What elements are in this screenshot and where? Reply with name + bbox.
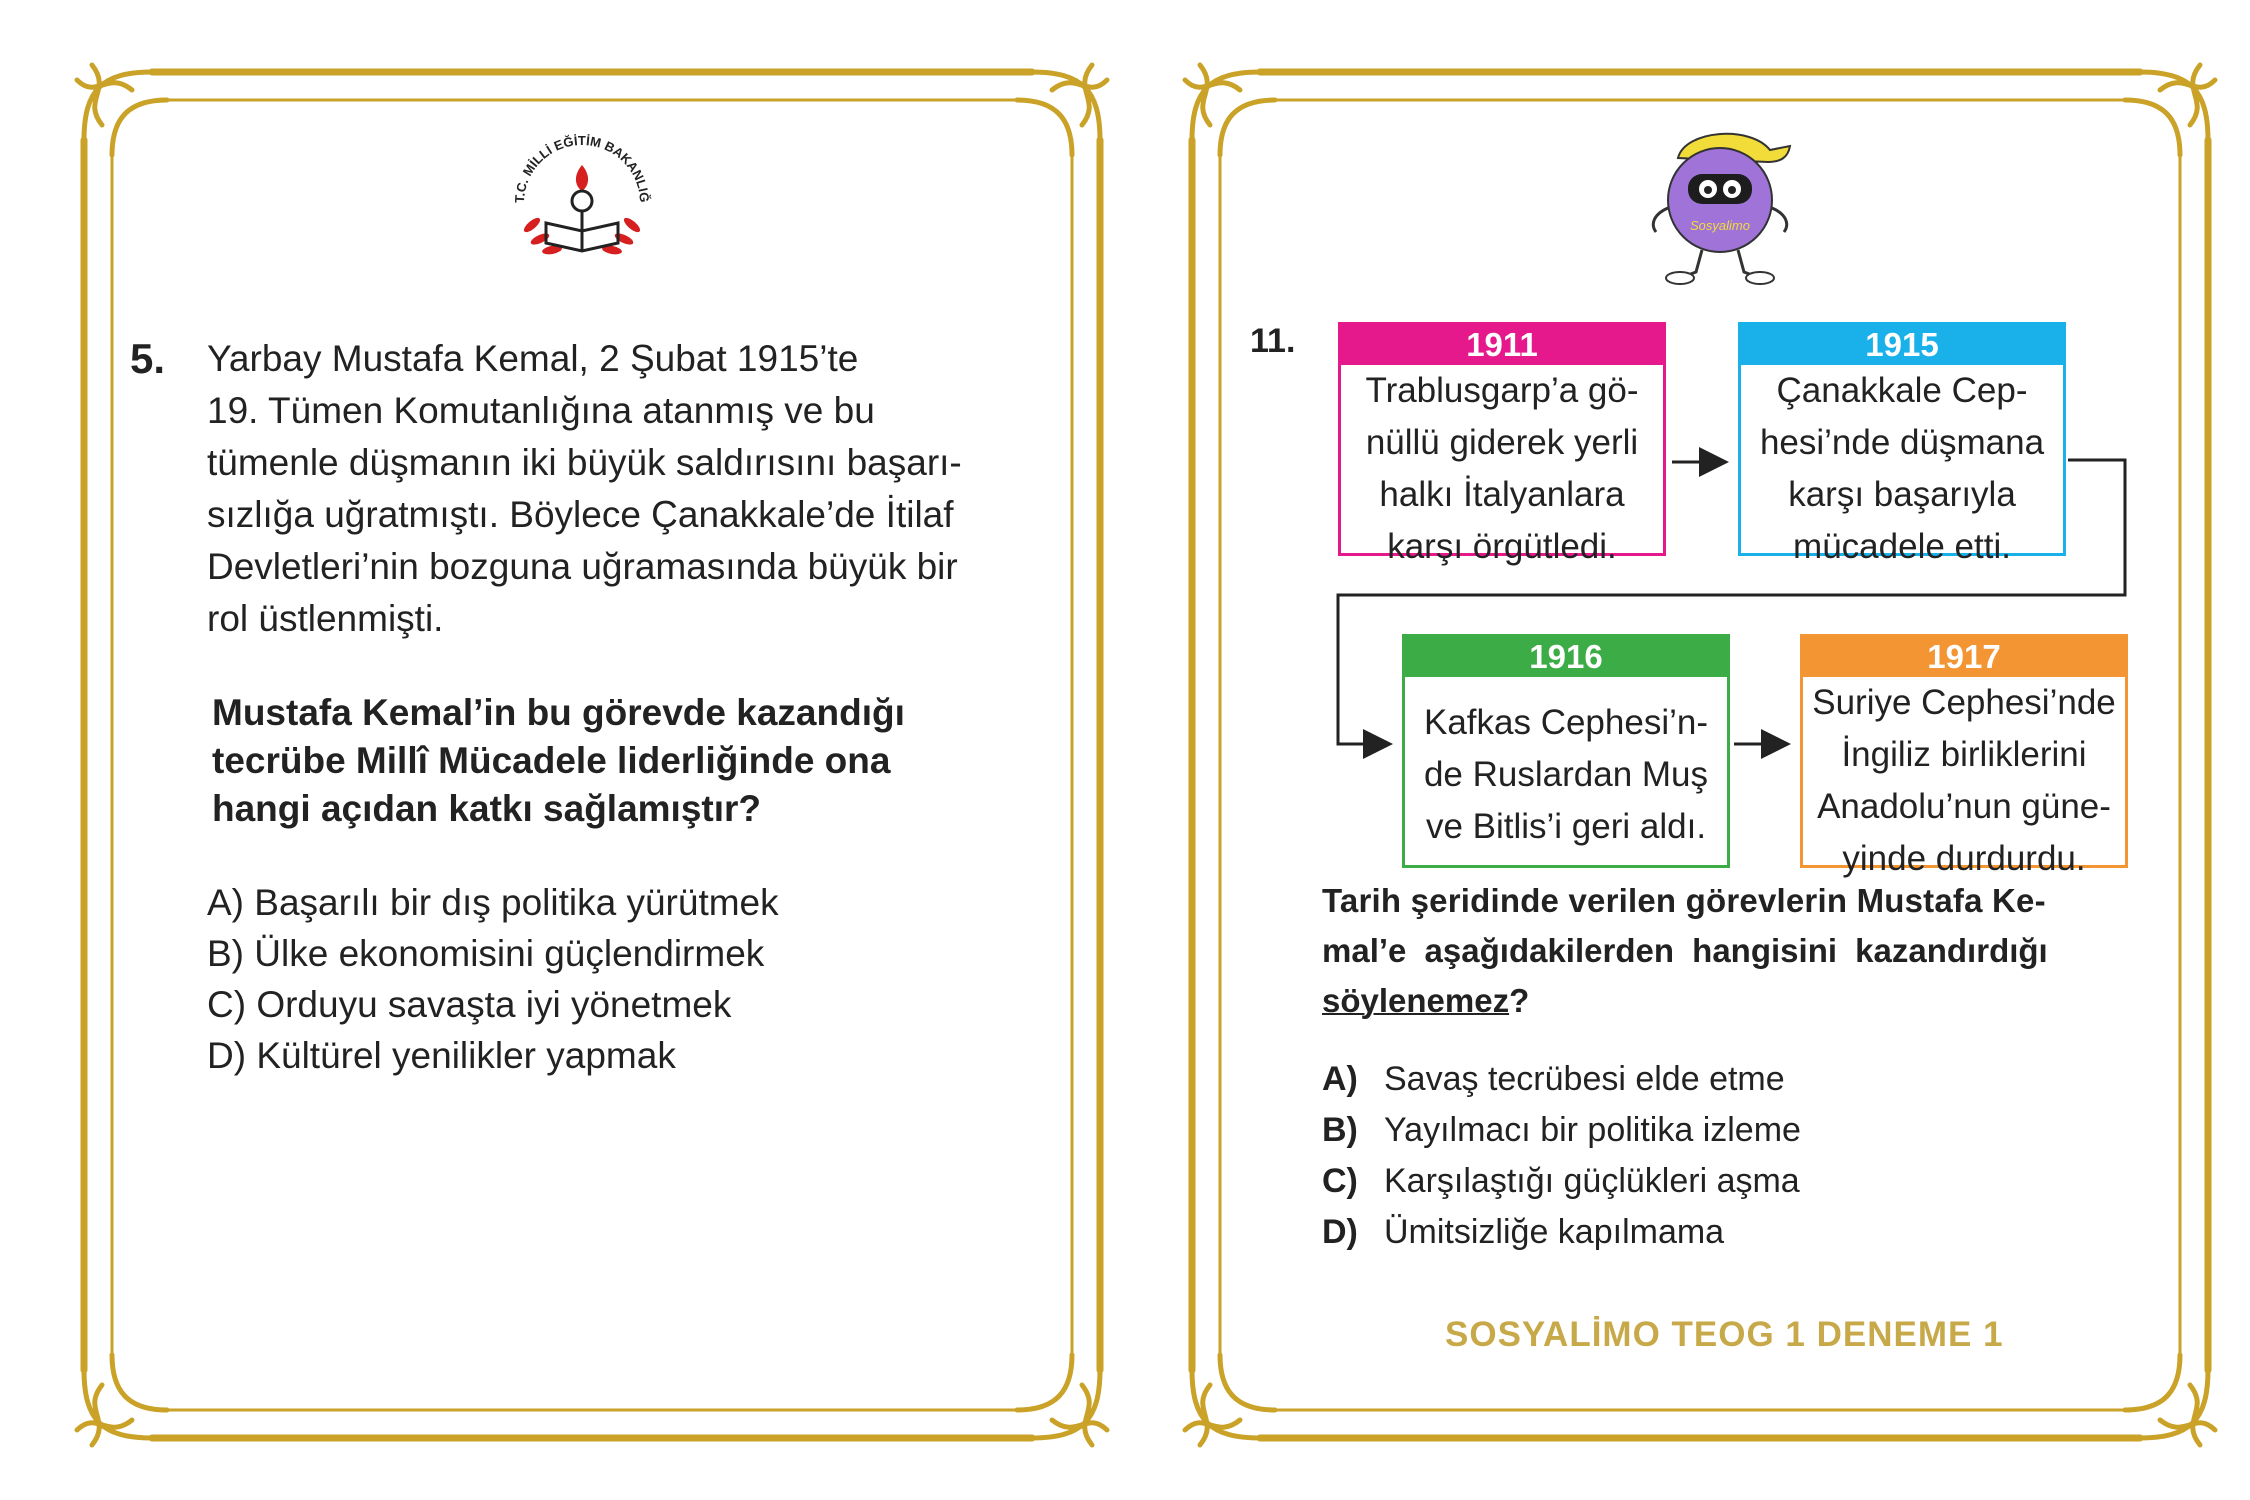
question-prompt-line: Mustafa Kemal’in bu görevde kazandığı	[212, 692, 905, 733]
timeline-text-line: Trablusgarp’a gö-	[1365, 371, 1639, 410]
footer-label: SOSYALİMO TEOG 1 DENEME 1	[1445, 1315, 2004, 1354]
question-prompt-line: mal’e aşağıdakilerden hangisini kazandırdığı	[1322, 932, 2048, 969]
answer-option-a[interactable]: A) Başarılı bir dış politika yürütmek	[207, 882, 779, 923]
sosyalimo-mascot	[1640, 110, 1800, 290]
right-question-card	[1180, 60, 2220, 1450]
question-prompt-line: Tarih şeridinde verilen görevlerin Mustafa Ke-	[1322, 882, 2046, 919]
timeline-text-line: karşı örgütledi.	[1387, 527, 1617, 566]
option-text: Karşılaştığı güçlükleri aşma	[1384, 1162, 1800, 1200]
timeline-text-line: Çanakkale Cep-	[1776, 371, 2028, 410]
timeline-text-line: de Ruslardan Muş	[1423, 755, 1709, 794]
question-number: 5.	[130, 335, 166, 382]
answer-option-d[interactable]: D) Kültürel yenilikler yapmak	[207, 1035, 676, 1076]
timeline-text-line: mücadele etti.	[1793, 527, 2011, 566]
svg-text:T.C. MİLLİ EĞİTİM BAKANLIĞI: T.C. MİLLİ EĞİTİM BAKANLIĞ	[511, 132, 653, 204]
answer-option-d[interactable]	[1322, 1213, 1724, 1252]
ministry-of-education-logo	[502, 115, 662, 275]
timeline-year: 1916	[1405, 637, 1727, 677]
timeline-text-line: hesi’nde düşmana	[1759, 423, 2045, 462]
question-stem-line: Yarbay Mustafa Kemal, 2 Şubat 1915’te	[207, 338, 859, 379]
timeline-box-1916	[1402, 634, 1730, 868]
answer-option-b[interactable]: B) Ülke ekonomisini güçlendirmek	[207, 933, 765, 974]
question-stem-line: Devletleri’nin bozguna uğramasında büyük bir	[207, 546, 958, 587]
timeline-text-line: karşı başarıyla	[1788, 475, 2016, 514]
timeline-box-1917	[1800, 634, 2128, 878]
answer-option-c[interactable]	[1322, 1162, 1800, 1201]
option-letter: C)	[1322, 1162, 1358, 1200]
svg-text:Sosyalimo: Sosyalimo	[1690, 218, 1750, 233]
timeline-year: 1915	[1741, 325, 2063, 365]
question-prompt-line: hangi açıdan katkı sağlamıştır?	[212, 788, 762, 829]
question-prompt-line: tecrübe Millî Mücadele liderliğinde ona	[212, 740, 891, 781]
answer-option-a[interactable]	[1322, 1060, 1785, 1099]
timeline-text-line: nüllü giderek yerli	[1365, 423, 1639, 462]
option-text: Savaş tecrübesi elde etme	[1384, 1060, 1785, 1098]
timeline-year: 1917	[1803, 637, 2125, 677]
timeline-text-line: halkı İtalyanlara	[1379, 475, 1625, 514]
question-stem-line: tümenle düşmanın iki büyük saldırısını başarı-	[207, 442, 962, 483]
timeline-text-line: yinde durdurdu.	[1842, 839, 2086, 878]
question-stem-line: 19. Tümen Komutanlığına atanmış ve bu	[207, 390, 875, 431]
underlined-keyword: söylenemez	[1322, 982, 1510, 1019]
question-mark: ?	[1509, 982, 1530, 1019]
timeline-box-1911	[1338, 322, 1666, 566]
question-number: 11.	[1250, 322, 1296, 360]
option-letter: B)	[1322, 1111, 1358, 1149]
timeline-year: 1911	[1341, 325, 1663, 365]
option-letter: A)	[1322, 1060, 1358, 1098]
option-letter: D)	[1322, 1213, 1358, 1251]
timeline-text-line: Kafkas Cephesi’n-	[1423, 703, 1709, 742]
option-text: Yayılmacı bir politika izleme	[1384, 1111, 1801, 1149]
question-stem-line: sızlığa uğratmıştı. Böylece Çanakkale’de İtilaf	[207, 494, 954, 535]
question-prompt-line	[1322, 982, 1529, 1020]
option-text: Ümitsizliğe kapılmama	[1384, 1213, 1725, 1251]
answer-option-b[interactable]	[1322, 1111, 1801, 1150]
left-question-card	[72, 60, 1112, 1450]
answer-option-c[interactable]: C) Orduyu savaşta iyi yönetmek	[207, 984, 732, 1025]
timeline-text-line: İngiliz birliklerini	[1841, 735, 2087, 774]
timeline-text-line: Anadolu’nun güne-	[1817, 787, 2111, 826]
timeline-box-1915	[1738, 322, 2066, 566]
timeline-text-line: Suriye Cephesi’nde	[1812, 683, 2116, 722]
question-stem-line: rol üstlenmişti.	[207, 598, 444, 639]
timeline-text-line: ve Bitlis’i geri aldı.	[1425, 807, 1707, 846]
